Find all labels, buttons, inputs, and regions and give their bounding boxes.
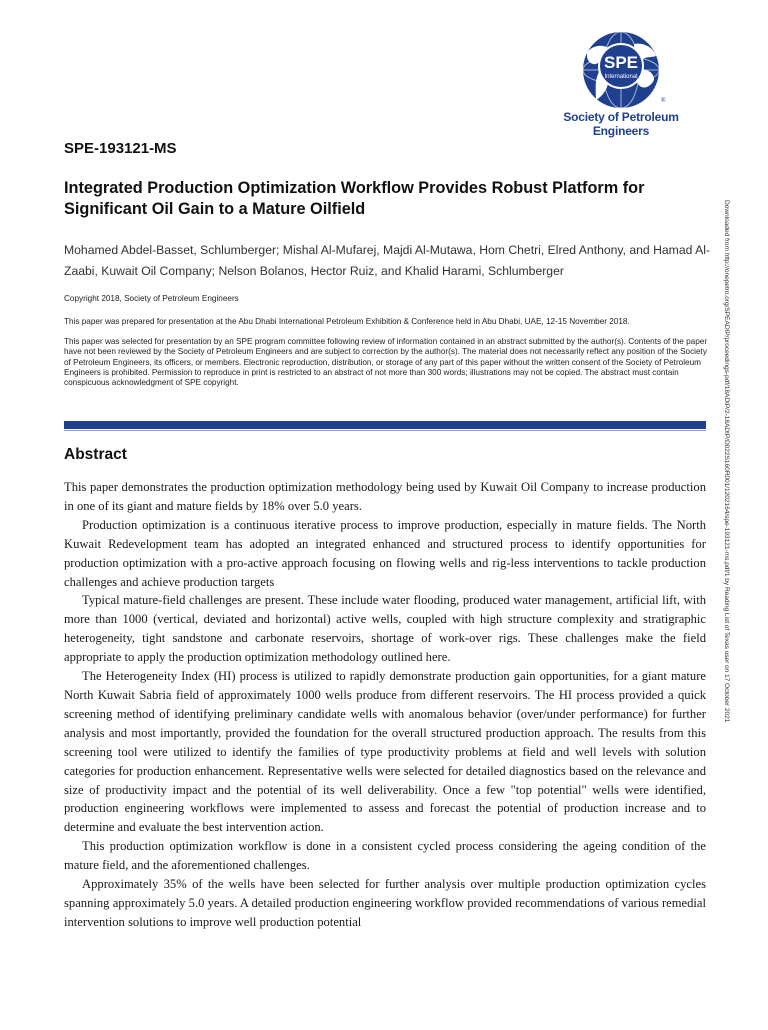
review-note: This paper was selected for presentation by an SPE program committee following review of information contained in an abstract submitted by the author(s). Contents of the paper have not been reviewed by the Society of Petroleum Engineers and are subject to correction by the author(s). The material does not necessarily reflect any position of the Society of Petroleum Engineers, its officers, or members. Electronic reproduction, distribution, or storage of any part of this paper without the written consent of the Society of Petroleum Engineers is prohibited. Permission to reproduce in print is restricted to an abstract of not more than 300 words; illustrations may not be copied. The abstract must contain conspicuous acknowledgment of SPE copyright. xyxy=(64,337,708,388)
abstract-heading: Abstract xyxy=(64,446,127,463)
svg-text:®: ® xyxy=(661,98,666,104)
paper-title: Integrated Production Optimization Workflow Provides Robust Platform for Significant Oil Gain to a Mature Oilfield xyxy=(64,179,645,218)
download-watermark: Downloaded from http://onepetro.org/SPEADIP/proceedings-pdf/18ADIP/2-18ADIP/D022S160R001/1202164/spe-193121-ms.pdf/1 by Reading List of Texas user on 17 October 2021 xyxy=(723,200,730,723)
spe-logo xyxy=(536,30,706,138)
section-divider xyxy=(64,421,706,431)
presentation-note: This paper was prepared for presentation at the Abu Dhabi International Petroleum Exhibition & Conference held in Abu Dhabi, UAE, 12-15 November 2018. xyxy=(64,317,630,326)
logo-subtitle: International xyxy=(604,74,638,80)
abstract-paragraph: The Heterogeneity Index (HI) process is utilized to rapidly demonstrate production gain opportunities, for a giant mature North Kuwait Sabria field of approximately 1000 wells produce from different reservoirs. The HI process provided a quick screening method of identifying preliminary candidate wells with anomalous behavior (over/under performance) for further analysis and most importantly, provided the foundation for the overall structured production approach. The results from this screening tool were utilized to identify the families of type productivity problems at field and well levels with solution categories for production enhancement. Representative wells were selected for detailed diagnostics based on the relevance and size of productivity impact and the potential of its well deliverability. Once a few "top potential" wells were identified, production engineering workflows were implemented to assess and forecast the potential of production increase and to determine and evaluate the best intervention action. xyxy=(64,669,706,835)
globe-icon xyxy=(554,30,688,110)
abstract-paragraph: This paper demonstrates the production optimization methodology being used by Kuwait Oil Company to increase production in one of its giant and mature fields by 18% over 5.0 years. xyxy=(64,480,706,513)
abstract-paragraph: Approximately 35% of the wells have been selected for further analysis over multiple production optimization cycles spanning approximately 5.0 years. A detailed production engineering workflow provided recommendations of various remedial intervention solutions to improve well production potential xyxy=(64,877,706,929)
logo-caption: Society of Petroleum Engineers xyxy=(563,110,679,138)
paper-number: SPE-193121-MS xyxy=(64,140,177,157)
copyright-notice: Copyright 2018, Society of Petroleum Engineers xyxy=(64,294,239,303)
abstract-paragraph: Typical mature-field challenges are present. These include water flooding, produced water management, artificial lift, with more than 1000 (vertical, deviated and horizontal) active wells, coupled with high structure complexity and stratigraphic heterogeneity, tight sandstone and carbonate reservoirs, shortage of work-over rigs. These challenges make the field appropriate to apply the production optimization methodology outlined here. xyxy=(64,593,706,665)
logo-name: SPE xyxy=(603,53,639,72)
abstract-paragraph: Production optimization is a continuous iterative process to improve production, especially in mature fields. The North Kuwait Redevelopment team has adopted an integrated enhanced and structured process to identify opportunities for production optimization with a pro-active approach focusing on flowing wells and rig-less interventions to tackle production challenges and achieve production targets xyxy=(64,517,706,589)
abstract-paragraph: This production optimization workflow is done in a consistent cycled process considering the ageing condition of the mature field, and the aforementioned challenges. xyxy=(64,839,706,873)
author-list: Mohamed Abdel-Basset, Schlumberger; Mishal Al-Mufarej, Majdi Al-Mutawa, Hom Chetri, Elred Anthony, and Hamad Al-Zaabi, Kuwait Oil Company; Nelson Bolanos, Hector Ruiz, and Khalid Harami, Schlumberger xyxy=(64,243,710,278)
abstract-body xyxy=(64,478,706,932)
